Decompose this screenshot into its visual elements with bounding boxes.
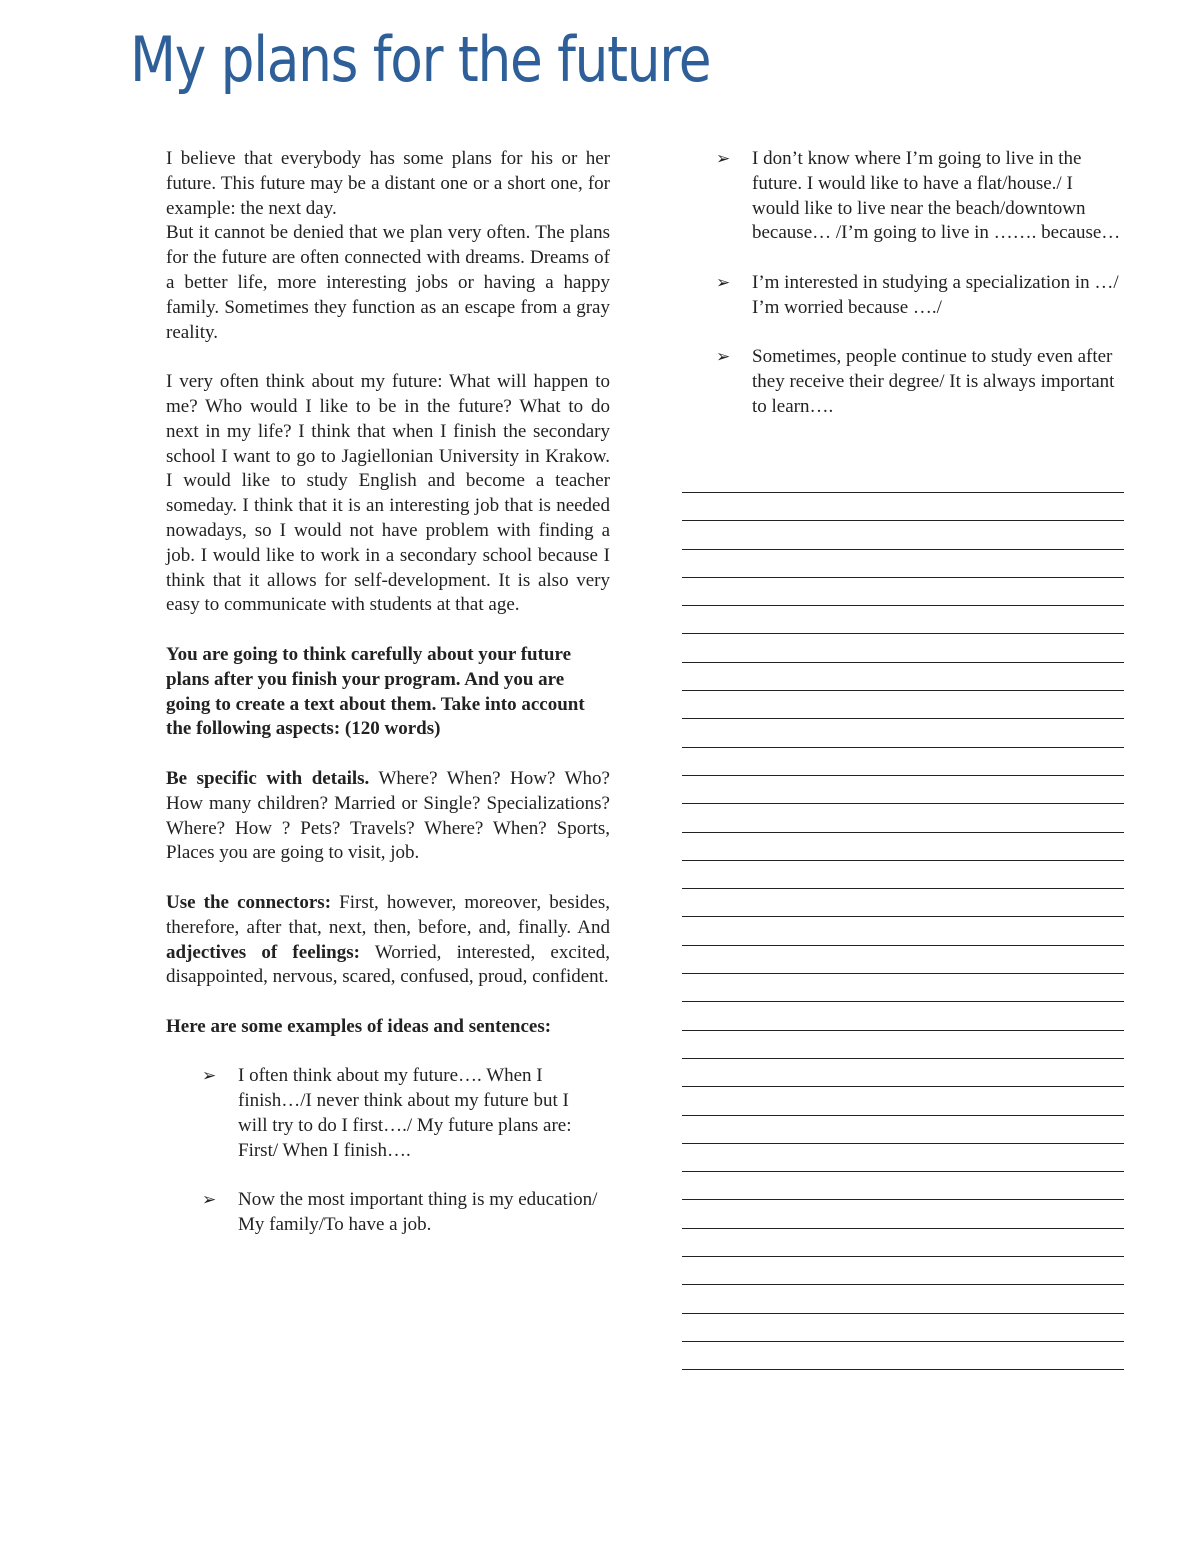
- right-column: [716, 147, 1124, 420]
- list-item: ➢ I often think about my future…. When I finish…/I never think about my future but I will try to do I first…./ My future plans are: First/ When I finish….: [202, 1064, 602, 1163]
- left-bullet-list: [202, 1064, 602, 1238]
- writing-line[interactable]: [682, 1086, 1124, 1114]
- writing-line[interactable]: [682, 577, 1124, 605]
- writing-line[interactable]: [682, 1369, 1124, 1397]
- page-title: My plans for the future: [130, 23, 711, 96]
- writing-line[interactable]: [682, 945, 1124, 973]
- writing-line[interactable]: [682, 690, 1124, 718]
- writing-line[interactable]: [682, 888, 1124, 916]
- arrowhead-bullet-icon: ➢: [202, 1190, 217, 1211]
- list-item: ➢ I don’t know where I’m going to live in the future. I would like to have a flat/house./ I would like to live near the beach/downtown because… /I’m going to live in ……. because…: [716, 147, 1124, 246]
- specific-details-text: Where? When? How? Who? How many children? Married or Single? Specializations? Where? How ? Pets? Travels? Where? When? Sports, Places you are going to visit, job.: [166, 767, 610, 864]
- writing-line[interactable]: [682, 662, 1124, 690]
- specific-details-paragraph: [166, 767, 610, 866]
- writing-line[interactable]: [682, 549, 1124, 577]
- example-paragraph: I very often think about my future: What will happen to me? Who would I like to be in the future? What to do next in my life? I think that when I finish the secondary school I want to go to Jagiellonian University in Krakow. I would like to study English and become a teacher someday. I think that it is an interesting job that is needed nowadays, so I would not have problem with finding a job. I would like to work in a secondary school because I think that it allows for self-development. It is also very easy to communicate with students at that age.: [166, 371, 610, 616]
- writing-line[interactable]: [682, 1313, 1124, 1341]
- arrowhead-bullet-icon: ➢: [716, 347, 731, 368]
- writing-line[interactable]: [682, 916, 1124, 944]
- writing-lines-area[interactable]: [682, 492, 1124, 1398]
- writing-line[interactable]: [682, 803, 1124, 831]
- intro-paragraph-2: But it cannot be denied that we plan very often. The plans for the future are often connected with dreams. Dreams of a better life, more interesting jobs or having a happy family. Sometimes they function as an escape from a gray reality.: [166, 222, 610, 343]
- writing-line[interactable]: [682, 1001, 1124, 1029]
- connectors-label: Use the connectors:: [166, 891, 332, 913]
- writing-line[interactable]: [682, 775, 1124, 803]
- writing-line[interactable]: [682, 1115, 1124, 1143]
- writing-line[interactable]: [682, 718, 1124, 746]
- writing-line[interactable]: [682, 1030, 1124, 1058]
- adjectives-label: adjectives of feelings:: [166, 941, 360, 963]
- task-instructions: You are going to think carefully about your future plans after you finish your program. And you are going to create a text about them. Take into account the following aspects: (120 words): [166, 643, 585, 740]
- writing-line[interactable]: [682, 633, 1124, 661]
- writing-line[interactable]: [682, 860, 1124, 888]
- writing-line[interactable]: [682, 1199, 1124, 1227]
- left-column: [166, 147, 610, 1238]
- examples-heading: Here are some examples of ideas and sentences:: [166, 1015, 552, 1037]
- connectors-paragraph: [166, 891, 610, 990]
- intro-paragraph-1: I believe that everybody has some plans for his or her future. This future may be a distant one or a short one, for example: the next day.: [166, 148, 610, 219]
- writing-line[interactable]: [682, 1171, 1124, 1199]
- writing-line[interactable]: [682, 1058, 1124, 1086]
- writing-line[interactable]: [682, 1341, 1124, 1369]
- connectors-text: First, however, moreover, besides, therefore, after that, next, then, before, and, finally. And: [166, 891, 610, 938]
- writing-line[interactable]: [682, 1256, 1124, 1284]
- writing-line[interactable]: [682, 747, 1124, 775]
- arrowhead-bullet-icon: ➢: [716, 149, 731, 169]
- list-item: ➢ I’m interested in studying a specialization in …/ I’m worried because …./: [716, 271, 1124, 321]
- writing-line[interactable]: [682, 492, 1124, 520]
- right-bullet-list: [716, 147, 1124, 420]
- writing-line[interactable]: [682, 605, 1124, 633]
- writing-line[interactable]: [682, 1143, 1124, 1171]
- arrowhead-bullet-icon: ➢: [202, 1066, 217, 1087]
- writing-line[interactable]: [682, 1228, 1124, 1256]
- writing-line[interactable]: [682, 973, 1124, 1001]
- arrowhead-bullet-icon: ➢: [716, 272, 731, 293]
- list-item: ➢ Now the most important thing is my education/ My family/To have a job.: [202, 1188, 602, 1238]
- writing-line[interactable]: [682, 1284, 1124, 1312]
- specific-details-label: Be specific with details.: [166, 767, 370, 789]
- writing-line[interactable]: [682, 520, 1124, 548]
- list-item: ➢ Sometimes, people continue to study even after they receive their degree/ It is always important to learn….: [716, 345, 1124, 419]
- writing-line[interactable]: [682, 832, 1124, 860]
- adjectives-text: Worried, interested, excited, disappointed, nervous, scared, confused, proud, confident.: [166, 941, 611, 988]
